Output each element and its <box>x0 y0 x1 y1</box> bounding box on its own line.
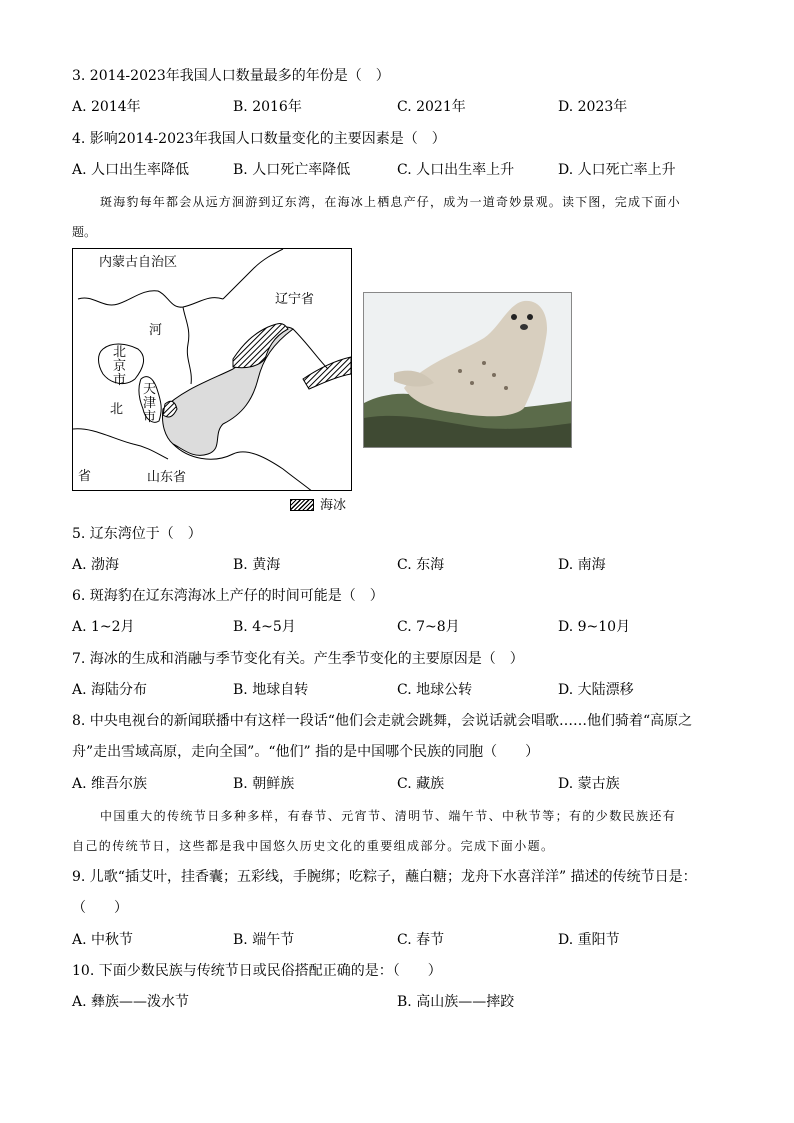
q5-option-b: B. 黄海 <box>233 557 281 573</box>
q8-line2: 舟”走出雪域高原，走向全国”。“他们” 指的是中国哪个民族的同胞（ ） <box>72 744 540 760</box>
q9-option-a: A. 中秋节 <box>72 932 134 948</box>
q3-option-b: B. 2016年 <box>233 99 302 115</box>
intro1-line1: 斑海豹每年都会从远方洄游到辽东湾，在海冰上栖息产仔，成为一道奇妙景观。读下图，完成下面小 <box>100 195 681 209</box>
q5-option-c: C. 东海 <box>397 557 445 573</box>
hebei-shandong-border <box>73 429 168 459</box>
spotted-seal-photo <box>363 292 572 448</box>
label-shandong: 山东省 <box>147 470 187 485</box>
q4-option-b: B. 人口死亡率降低 <box>233 162 351 178</box>
q4-option-a: A. 人口出生率降低 <box>72 162 190 178</box>
q7-option-b: B. 地球自转 <box>233 682 309 698</box>
q6-option-c: C. 7~8月 <box>397 619 460 635</box>
q9-line1: 9. 儿歌“插艾叶，挂香囊；五彩线，手腕绑；吃粽子，蘸白糖；龙舟下水喜洋洋” 描述的传统节日是： <box>72 869 697 885</box>
intro2-line1: 中国重大的传统节日多种多样，有春节、元宵节、清明节、端午节、中秋节等；有的少数民族还有 <box>100 809 677 823</box>
intro1-line2: 题。 <box>72 225 97 239</box>
q8-option-a: A. 维吾尔族 <box>72 776 148 792</box>
bohai-sea <box>162 327 293 455</box>
province-border-1 <box>78 291 223 307</box>
q7-option-d: D. 大陆漂移 <box>558 682 634 698</box>
q6-option-b: B. 4~5月 <box>233 619 296 635</box>
q3-option-a: A. 2014年 <box>72 99 141 115</box>
q8-option-c: C. 藏族 <box>397 776 445 792</box>
q8-option-b: B. 朝鲜族 <box>233 776 295 792</box>
q4-stem: 4. 影响2014-2023年我国人口数量变化的主要因素是（ ） <box>72 131 446 147</box>
q7-option-a: A. 海陆分布 <box>72 682 148 698</box>
q5-option-a: A. 渤海 <box>72 557 120 573</box>
q6-option-d: D. 9~10月 <box>558 619 631 635</box>
label-liaoning: 辽宁省 <box>275 292 315 307</box>
q4-option-d: D. 人口死亡率上升 <box>558 162 676 178</box>
q10-option-a: A. 彝族——泼水节 <box>72 994 190 1010</box>
q8-line1: 8. 中央电视台的新闻联播中有这样一段话“他们会走就会跳舞，会说话就会唱歌……他们骑着“高原之 <box>72 713 693 729</box>
seal-illustration <box>364 293 572 448</box>
q9-option-c: C. 春节 <box>397 932 445 948</box>
q5-option-d: D. 南海 <box>558 557 606 573</box>
q3-option-d: D. 2023年 <box>558 99 628 115</box>
q7-stem: 7. 海冰的生成和消融与季节变化有关。产生季节变化的主要原因是（ ） <box>72 651 524 667</box>
q9-option-d: D. 重阳节 <box>558 932 620 948</box>
q4-option-c: C. 人口出生率上升 <box>397 162 515 178</box>
q9-line2: （ ） <box>72 900 128 916</box>
label-inner-mongolia: 内蒙古自治区 <box>99 255 178 270</box>
label-sheng: 省 <box>78 469 92 484</box>
label-tianjin: 天津市 <box>143 382 157 425</box>
label-bei: 北 <box>110 402 124 417</box>
sea-ice-north <box>233 324 288 368</box>
q9-option-b: B. 端午节 <box>233 932 295 948</box>
liaodong-bay-map <box>72 248 352 491</box>
intro2-line2: 自己的传统节日，这些都是我中国悠久历史文化的重要组成部分。完成下面小题。 <box>72 839 555 853</box>
province-border-3 <box>183 307 191 384</box>
province-border-2 <box>223 249 283 299</box>
label-beijing: 北京市 <box>113 345 127 388</box>
q6-option-a: A. 1~2月 <box>72 619 135 635</box>
q5-stem: 5. 辽东湾位于（ ） <box>72 526 202 542</box>
q10-option-b: B. 高山族——摔跤 <box>397 994 515 1010</box>
q7-option-c: C. 地球公转 <box>397 682 473 698</box>
q6-stem: 6. 斑海豹在辽东湾海冰上产仔的时间可能是（ ） <box>72 588 384 604</box>
q3-option-c: C. 2021年 <box>397 99 466 115</box>
label-he: 河 <box>149 323 163 338</box>
sea-ice-swatch <box>290 499 314 511</box>
q8-option-d: D. 蒙古族 <box>558 776 620 792</box>
q3-stem: 3. 2014-2023年我国人口数量最多的年份是（ ） <box>72 68 390 84</box>
liaoning-coast <box>293 329 328 369</box>
q10-stem: 10. 下面少数民族与传统节日或民俗搭配正确的是：（ ） <box>72 963 442 979</box>
legend-label: 海冰 <box>320 498 347 513</box>
sea-ice-east <box>303 357 351 389</box>
